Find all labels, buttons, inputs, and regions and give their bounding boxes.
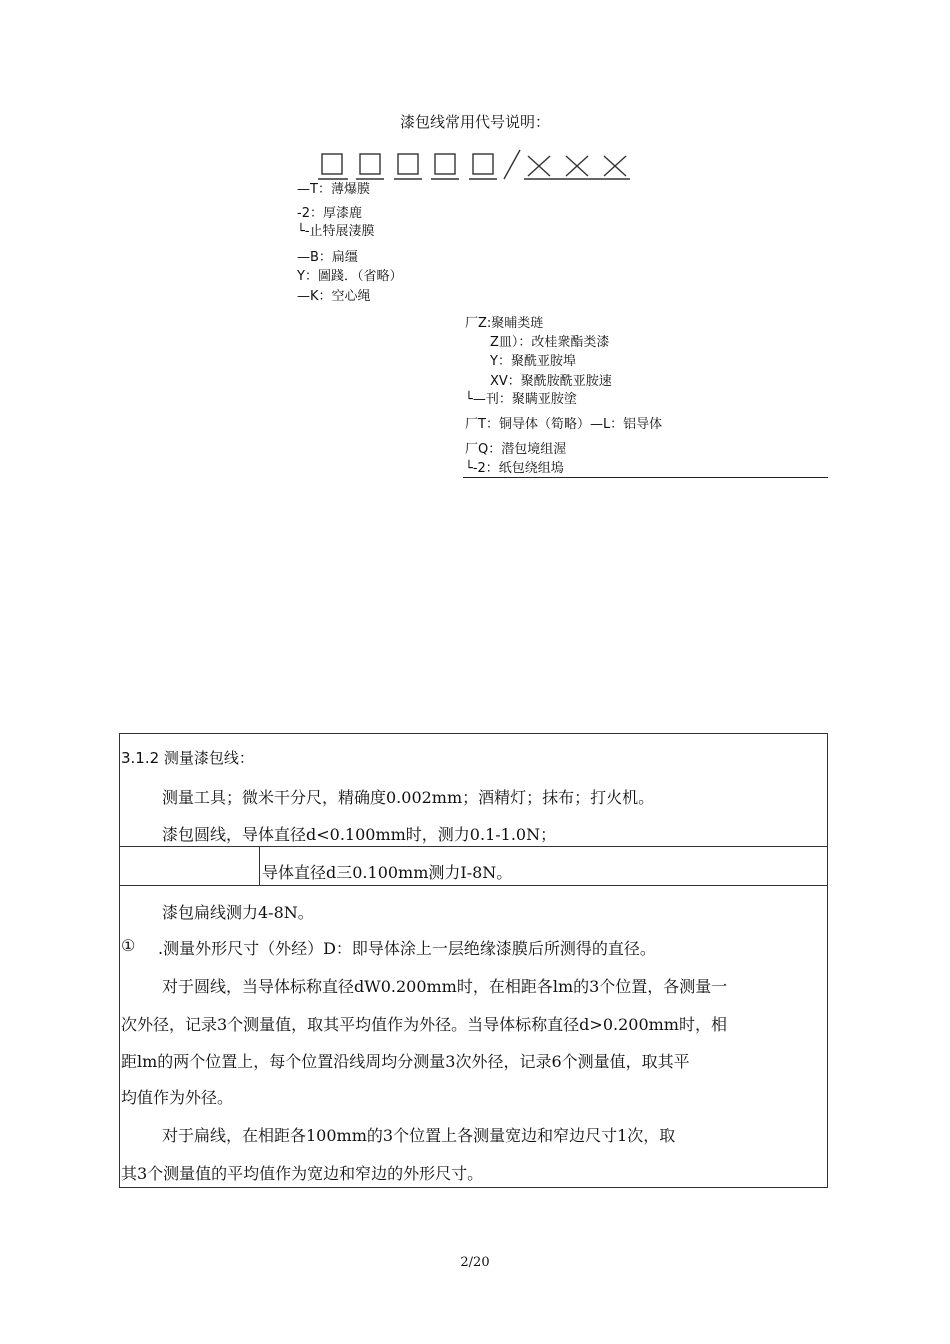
code-line: Y：圖踐．（省略） — [297, 269, 403, 284]
x-mark — [604, 156, 626, 176]
code-line: └-2：纸包绕组塢 — [465, 461, 564, 476]
page-title: 漆包线常用代号说明： — [399, 113, 550, 131]
paragraph-line: 对于圆线，当导体标称直径dW0.200mm时，在相距各lm的3个位置，各测量一 — [162, 977, 728, 996]
paragraph-line: 其3个测量值的平均值作为宽边和窄边的外形尺寸。 — [121, 1164, 484, 1183]
x-mark — [528, 156, 550, 176]
paragraph-line: 距lm的两个位置上，每个位置沿线周均分测量3次外径，记录6个测量值，取其平 — [121, 1052, 690, 1071]
code-line: └—刊：聚瞒亚胺塗 — [465, 392, 577, 407]
round-force-line-2: 导体直径d三0.100mm测力I-8N。 — [262, 863, 513, 882]
code-line: XV：聚酰胺酰亚胺速 — [490, 374, 612, 389]
code-box — [473, 154, 493, 174]
code-box — [322, 154, 342, 174]
flat-force-line: 漆包扁线测力4-8N。 — [162, 903, 314, 922]
item-text: .测量外形尺寸（外经）D：即导体涂上一层绝缘漆膜后所测得的直径。 — [158, 939, 656, 958]
page-number: 2/20 — [460, 1255, 490, 1270]
code-line: 厂T：铜导体（筍略）—L：铝导体 — [465, 417, 663, 432]
section-heading: 3.1.2 测量漆包线： — [121, 749, 254, 767]
code-line: 厂Q：潜包境组渥 — [465, 442, 567, 457]
code-line: Y：聚酰亚胺埠 — [490, 354, 576, 369]
paragraph-line: 次外径，记录3个测量值，取其平均值作为外径。当导体标称直径d>0.200mm时，相 — [121, 1015, 727, 1034]
code-line: -2：厚漆鹿 — [297, 206, 362, 221]
code-line: └-止特展淒膜 — [297, 224, 375, 239]
divider — [463, 477, 828, 478]
x-mark — [566, 156, 588, 176]
code-separator — [504, 150, 520, 179]
code-line: 厂Z:聚晡类琏 — [465, 316, 544, 331]
code-line: —B：扁缰 — [297, 250, 358, 265]
code-box — [398, 154, 418, 174]
code-diagram — [318, 148, 638, 182]
cell-divider — [259, 847, 260, 885]
item-marker: ① — [121, 936, 136, 955]
round-force-line: 漆包圆线，导体直径d<0.100mm时，测力0.1-1.0N； — [162, 825, 557, 844]
code-line: —T：薄爆膜 — [297, 182, 370, 197]
paragraph-line: 对于扁线，在相距各100mm的3个位置上各测量宽边和窄边尺寸1次，取 — [162, 1126, 676, 1145]
tools-line: 测量工具；微米干分尺，精确度0.002mm；酒精灯；抹布；打火机。 — [162, 788, 655, 807]
code-line: Z皿）：改桂衆酯类漆 — [490, 335, 610, 350]
code-box — [435, 154, 455, 174]
code-box — [360, 154, 380, 174]
paragraph-line: 均值作为外径。 — [121, 1088, 234, 1107]
code-line: —K：空心绳 — [297, 289, 371, 304]
